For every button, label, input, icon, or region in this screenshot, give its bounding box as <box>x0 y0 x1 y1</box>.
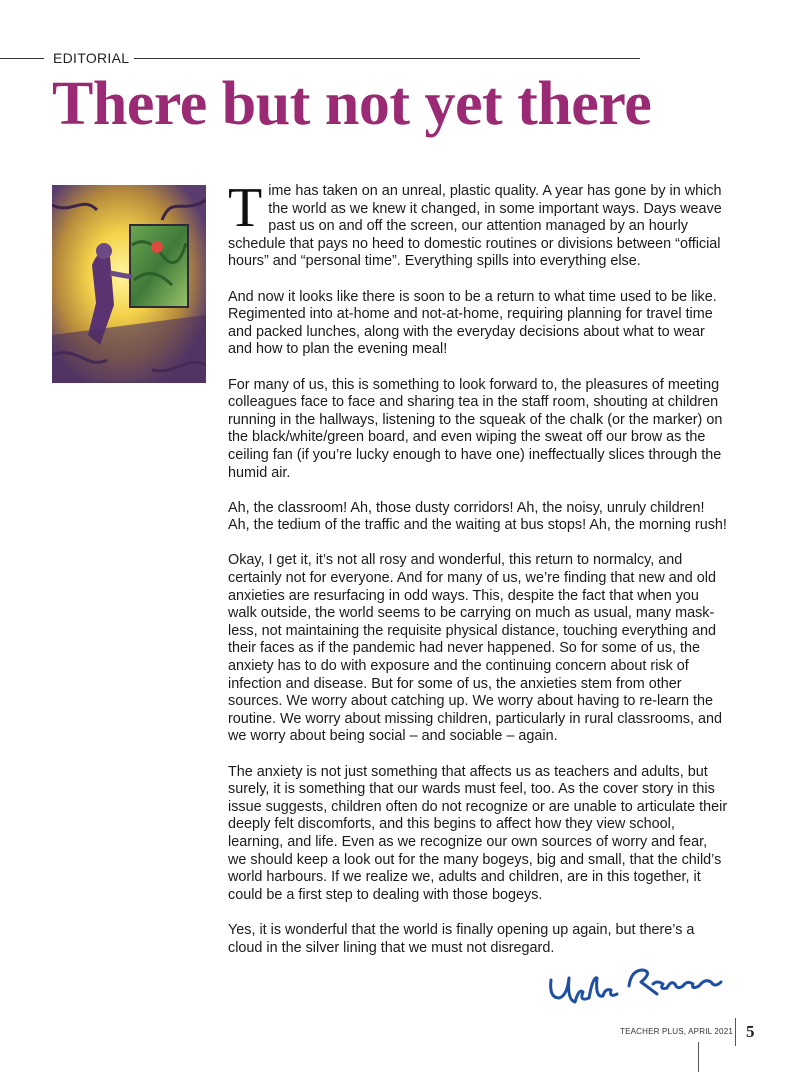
page-number: 5 <box>746 1022 755 1041</box>
paragraph-2: And now it looks like there is soon to be a return to what time used to be like. Regimented into at-home and not-at-home, requiring planning for travel time and packed lunches, along with the everyday decisions about what to wear and how to plan the evening meal! <box>228 288 717 358</box>
footer-rule <box>698 1042 699 1072</box>
paragraph-4: Ah, the classroom! Ah, those dusty corridors! Ah, the noisy, unruly children! Ah, the tedium of the traffic and the waiting at bus stops! Ah, the morning rush! <box>228 499 727 534</box>
paragraph-1-text: ime has taken on an unreal, plastic quality. A year has gone by in which the world as we knew it changed, in some important ways. Days weave past us on and off the screen, our attention managed by an hourly schedule that pays no heed to domestic routines or divisions between “official hours” and “personal time”. Everything spills into everything else. <box>228 183 722 270</box>
paragraph-1 <box>228 177 728 271</box>
paragraph-5: Okay, I get it, it’s not all rosy and wonderful, this return to normalcy, and certainly not for everyone. And for many of us, we’re finding that new and old anxieties are resurfacing in odd ways. This, despite the fact that when you walk outside, the world seems to be carrying on much as usual, many mask-less, not maintaining the requisite physical distance, touching everything and their faces as if the pandemic had never happened. So for some of us, the anxiety has to do with exposure and the continuing concern about risk of infection and disease. But for some of us, the anxieties stem from other sources. We worry about catching up. We worry about having to re-learn the routine. We worry about missing children, particularly in rural classrooms, and we worry about being social – and sociable – again. <box>228 552 723 745</box>
paragraph-7: Yes, it is wonderful that the world is finally opening up again, but there’s a cloud in the silver lining that we must not disregard. <box>228 921 695 956</box>
editorial-body <box>228 177 728 975</box>
section-rule-right <box>134 58 640 59</box>
paragraph-3: For many of us, this is something to look forward to, the pleasures of meeting colleagues face to face and sharing tea in the staff room, shouting at children running in the hallways, listening to the squeak of the chalk (or the marker) on the black/white/green board, and even wiping the sweat off our brow as the ceiling fan (if you’re lucky enough to have one) ineffectually slices through the humid air. <box>228 376 723 481</box>
headline: There but not yet there <box>52 70 652 138</box>
author-signature <box>545 958 725 1008</box>
publication-info: TEACHER PLUS, APRIL 2021 <box>620 1027 733 1036</box>
section-label: EDITORIAL <box>53 50 130 66</box>
drop-cap: T <box>228 177 263 239</box>
paragraph-6: The anxiety is not just something that affects us as teachers and adults, but surely, it is something that our wards must feel, too. As the cover story in this issue suggests, children often do not recognize or are unable to articulate their deeply felt discomforts, and this begins to affect how they view school, learning, and life. Even as we recognize our own sources of worry and fear, we should keep a look out for the many bogeys, big and small, that the child’s world harbours. If we realize we, adults and children, are in this together, it could be a first step to dealing with those bogeys. <box>228 763 728 903</box>
section-rule-left <box>0 58 44 59</box>
footer-divider <box>735 1018 736 1046</box>
editorial-illustration <box>52 185 206 383</box>
